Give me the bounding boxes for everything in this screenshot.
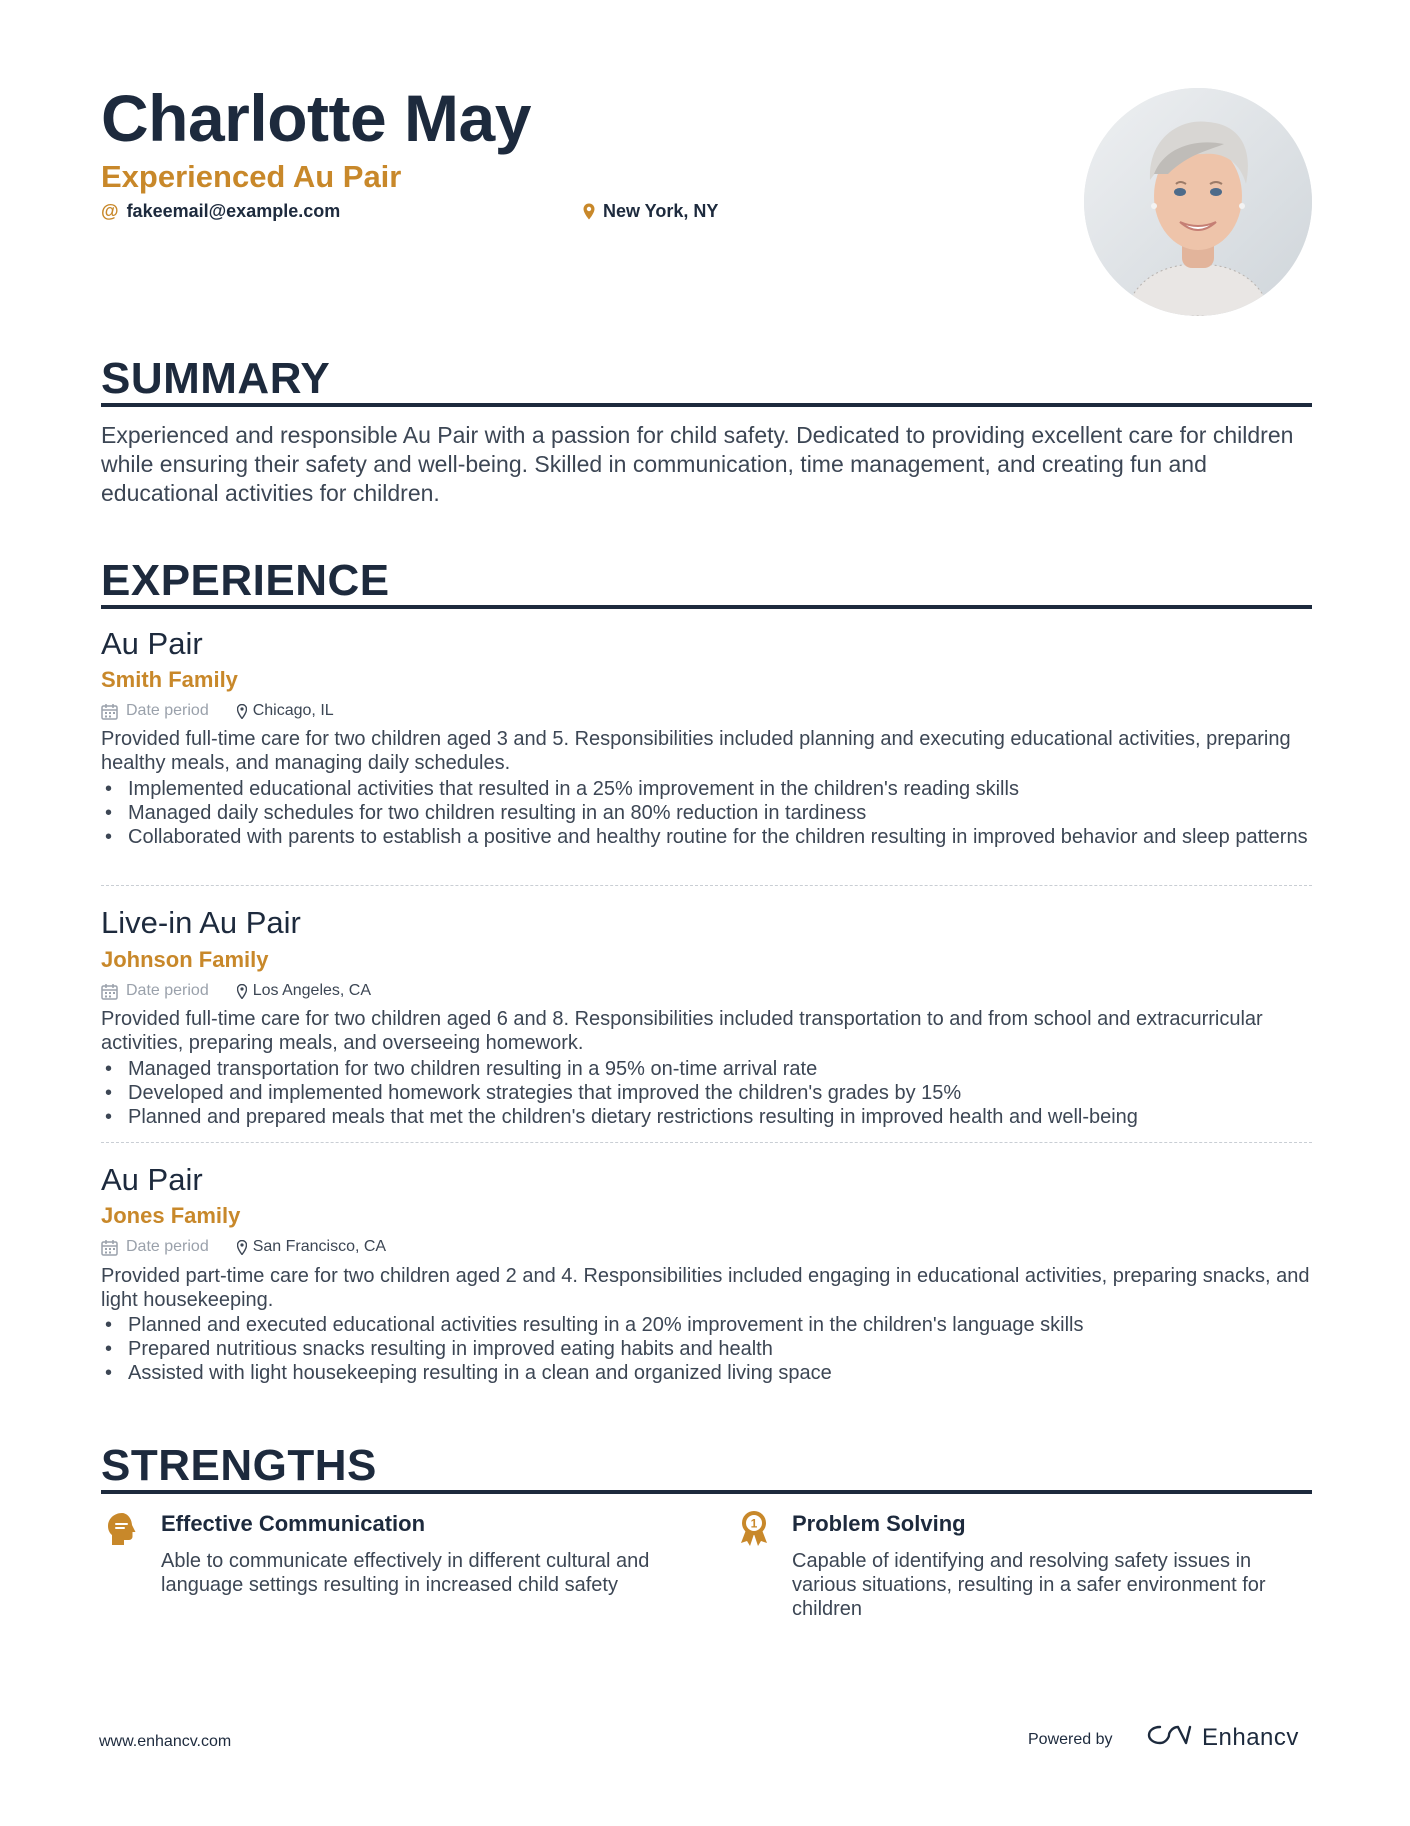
experience-heading: EXPERIENCE [101,556,390,605]
list-item: • Prepared nutritious snacks resulting in improved eating habits and health [101,1337,1312,1361]
job-description: Provided part-time care for two children aged 2 and 4. Responsibilities included engaging in educational activities, preparing snacks, and light housekeeping. [101,1265,1310,1311]
list-item: • Assisted with light housekeeping resulting in a clean and organized living space [101,1361,1312,1385]
job-location: Chicago, IL [252,702,334,719]
strength-title: Effective Communication [161,1511,426,1536]
job-meta [101,1237,386,1257]
summary-heading: SUMMARY [101,354,331,403]
brand-name: Enhancv [1202,1723,1299,1751]
enhancv-logo-icon [1146,1722,1192,1753]
list-item: • Managed transportation for two children resulting in a 95% on-time arrival rate [101,1057,1312,1081]
list-item: • Implemented educational activities that resulted in a 25% improvement in the children's reading skills [101,777,1312,801]
brand-logo[interactable] [1146,1722,1299,1753]
award-ribbon-icon [738,1510,770,1551]
job-description: Provided full-time care for two children aged 6 and 8. Responsibilities included transportation to and from school and extracurricular activities, preparing meals, and overseeing homework. [101,1008,1263,1054]
job-bullets [101,777,1312,849]
strengths-heading: STRENGTHS [101,1441,377,1490]
map-pin-icon [237,1240,247,1255]
footer-url[interactable]: www.enhancv.com [99,1733,232,1750]
job-date: Date period [126,982,209,999]
job-meta [101,981,371,1001]
strength-description: Capable of identifying and resolving safety issues in various situations, resulting in a safer environment for children [792,1550,1266,1620]
summary-divider [101,403,1312,407]
map-pin-icon [237,704,247,719]
job-bullets [101,1057,1312,1129]
map-pin-icon [237,984,247,999]
list-item: • Planned and prepared meals that met the children's dietary restrictions resulting in improved health and well-being [101,1105,1312,1129]
list-item: • Planned and executed educational activities resulting in a 20% improvement in the children's language skills [101,1313,1312,1337]
job-date: Date period [126,702,209,719]
map-pin-icon [583,203,595,220]
location-text: New York, NY [603,201,719,221]
job-meta [101,701,334,721]
experience-separator [101,1142,1312,1143]
experience-divider [101,605,1312,609]
list-item: • Collaborated with parents to establish a positive and healthy routine for the children resulting in improved behavior and sleep patterns [101,825,1312,849]
calendar-icon [101,983,118,1000]
svg-text:1: 1 [750,1516,758,1531]
list-item: • Managed daily schedules for two children resulting in an 80% reduction in tardiness [101,801,1312,825]
contact-location [583,201,718,222]
job-role: Live-in Au Pair [101,905,301,940]
candidate-name: Charlotte May [101,81,531,155]
powered-by-label: Powered by [1028,1731,1113,1748]
job-date: Date period [126,1238,209,1255]
contact-email[interactable] [101,201,340,222]
job-description: Provided full-time care for two children aged 3 and 5. Responsibilities included planning and executing educational activities, preparing healthy meals, and managing daily schedules. [101,728,1291,774]
summary-text: Experienced and responsible Au Pair with a passion for child safety. Dedicated to providing excellent care for children while ensuring their safety and well-being. Skilled in communication, time management, and creating fun and educational activities for children. [101,422,1294,506]
job-location: Los Angeles, CA [252,982,372,999]
strengths-divider [101,1490,1312,1494]
strength-title: Problem Solving [792,1511,966,1536]
email-text: fakeemail@example.com [126,201,341,221]
strength-description: Able to communicate effectively in different cultural and language settings resulting in increased child safety [161,1550,650,1596]
experience-separator [101,885,1312,886]
avatar [1084,88,1312,316]
candidate-title: Experienced Au Pair [101,159,402,194]
job-company: Jones Family [101,1203,241,1228]
job-location: San Francisco, CA [252,1238,387,1255]
job-role: Au Pair [101,626,203,661]
head-communication-icon [106,1512,138,1551]
calendar-icon [101,1239,118,1256]
calendar-icon [101,703,118,720]
job-bullets [101,1313,1312,1385]
job-company: Johnson Family [101,947,269,972]
job-company: Smith Family [101,667,238,692]
at-icon: @ [101,201,119,221]
job-role: Au Pair [101,1162,203,1197]
list-item: • Developed and implemented homework strategies that improved the children's grades by 15% [101,1081,1312,1105]
